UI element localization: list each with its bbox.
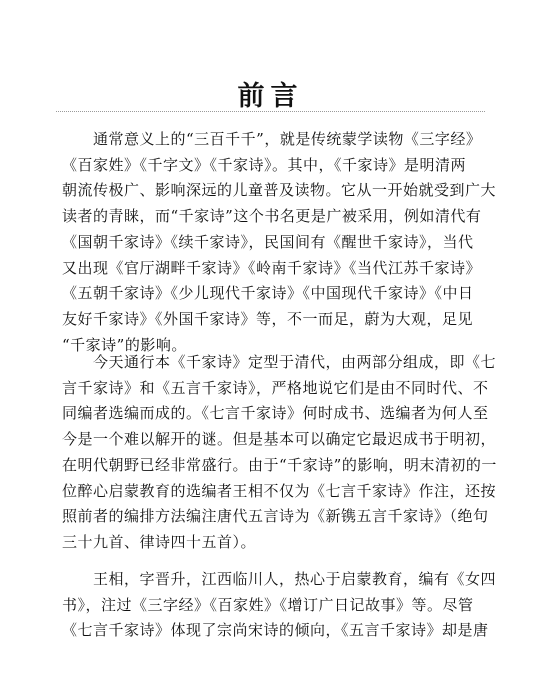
text-line: 通常意义上的“三百千千”，就是传统蒙学读物《三字经》: [62, 130, 482, 148]
text-line: 同编者选编而成的。《七言千家诗》何时成书、选编者为何人至: [62, 404, 489, 423]
paragraph-3: [62, 567, 497, 644]
text-line: 《七言千家诗》体现了宗尚宋诗的倾向，《五言千家诗》却是唐: [62, 621, 489, 640]
text-line: 读者的青睐，而“千家诗”这个书名更是广被采用，例如清代有: [62, 207, 482, 226]
text-line: 又出现《官厅湖畔千家诗》《岭南千家诗》《当代江苏千家诗》: [62, 258, 482, 277]
paragraph-2: [62, 350, 497, 556]
text-line: 《百家姓》《千字文》《千家诗》。其中，《千家诗》是明清两: [62, 155, 467, 174]
text-line: 今天通行本《千家诗》定型于清代，由两部分组成，即《七: [62, 353, 497, 371]
text-line: 友好千家诗》《外国千家诗》等，不一而足，蔚为大观，足见: [62, 309, 474, 328]
text-line: 《五朝千家诗》《少儿现代千家诗》《中国现代千家诗》《中日: [62, 284, 474, 303]
text-line: 王相，字晋升，江西临川人，热心于启蒙教育，编有《女四: [62, 570, 497, 588]
text-line: 照前者的编排方法编注唐代五言诗为《新镌五言千家诗》（绝句: [62, 507, 489, 526]
text-line: 在明代朝野已经非常盛行。由于“千家诗”的影响，明末清初的一: [62, 455, 497, 474]
title-divider: [56, 111, 485, 112]
text-line: 朝流传极广、影响深远的儿童普及读物。它从一开始就受到广大: [62, 181, 497, 200]
page-title: 前言: [237, 81, 304, 112]
text-line: 三十九首、律诗四十五首）。: [62, 532, 257, 551]
text-line: 言千家诗》和《五言千家诗》，严格地说它们是由不同时代、不: [62, 378, 489, 397]
text-line: 《国朝千家诗》《续千家诗》，民国间有《醒世千家诗》，当代: [62, 232, 474, 251]
text-line: “千家诗”的影响。: [62, 335, 187, 354]
text-line: 今是一个难以解开的谜。但是基本可以确定它最迟成书于明初，: [62, 430, 497, 449]
text-line: 书》，注过《三字经》《百家姓》《增订广日记故事》等。尽管: [62, 595, 474, 614]
paragraph-1: [62, 127, 497, 358]
text-line: 位醉心启蒙教育的选编者王相不仅为《七言千家诗》作注，还按: [62, 481, 497, 500]
